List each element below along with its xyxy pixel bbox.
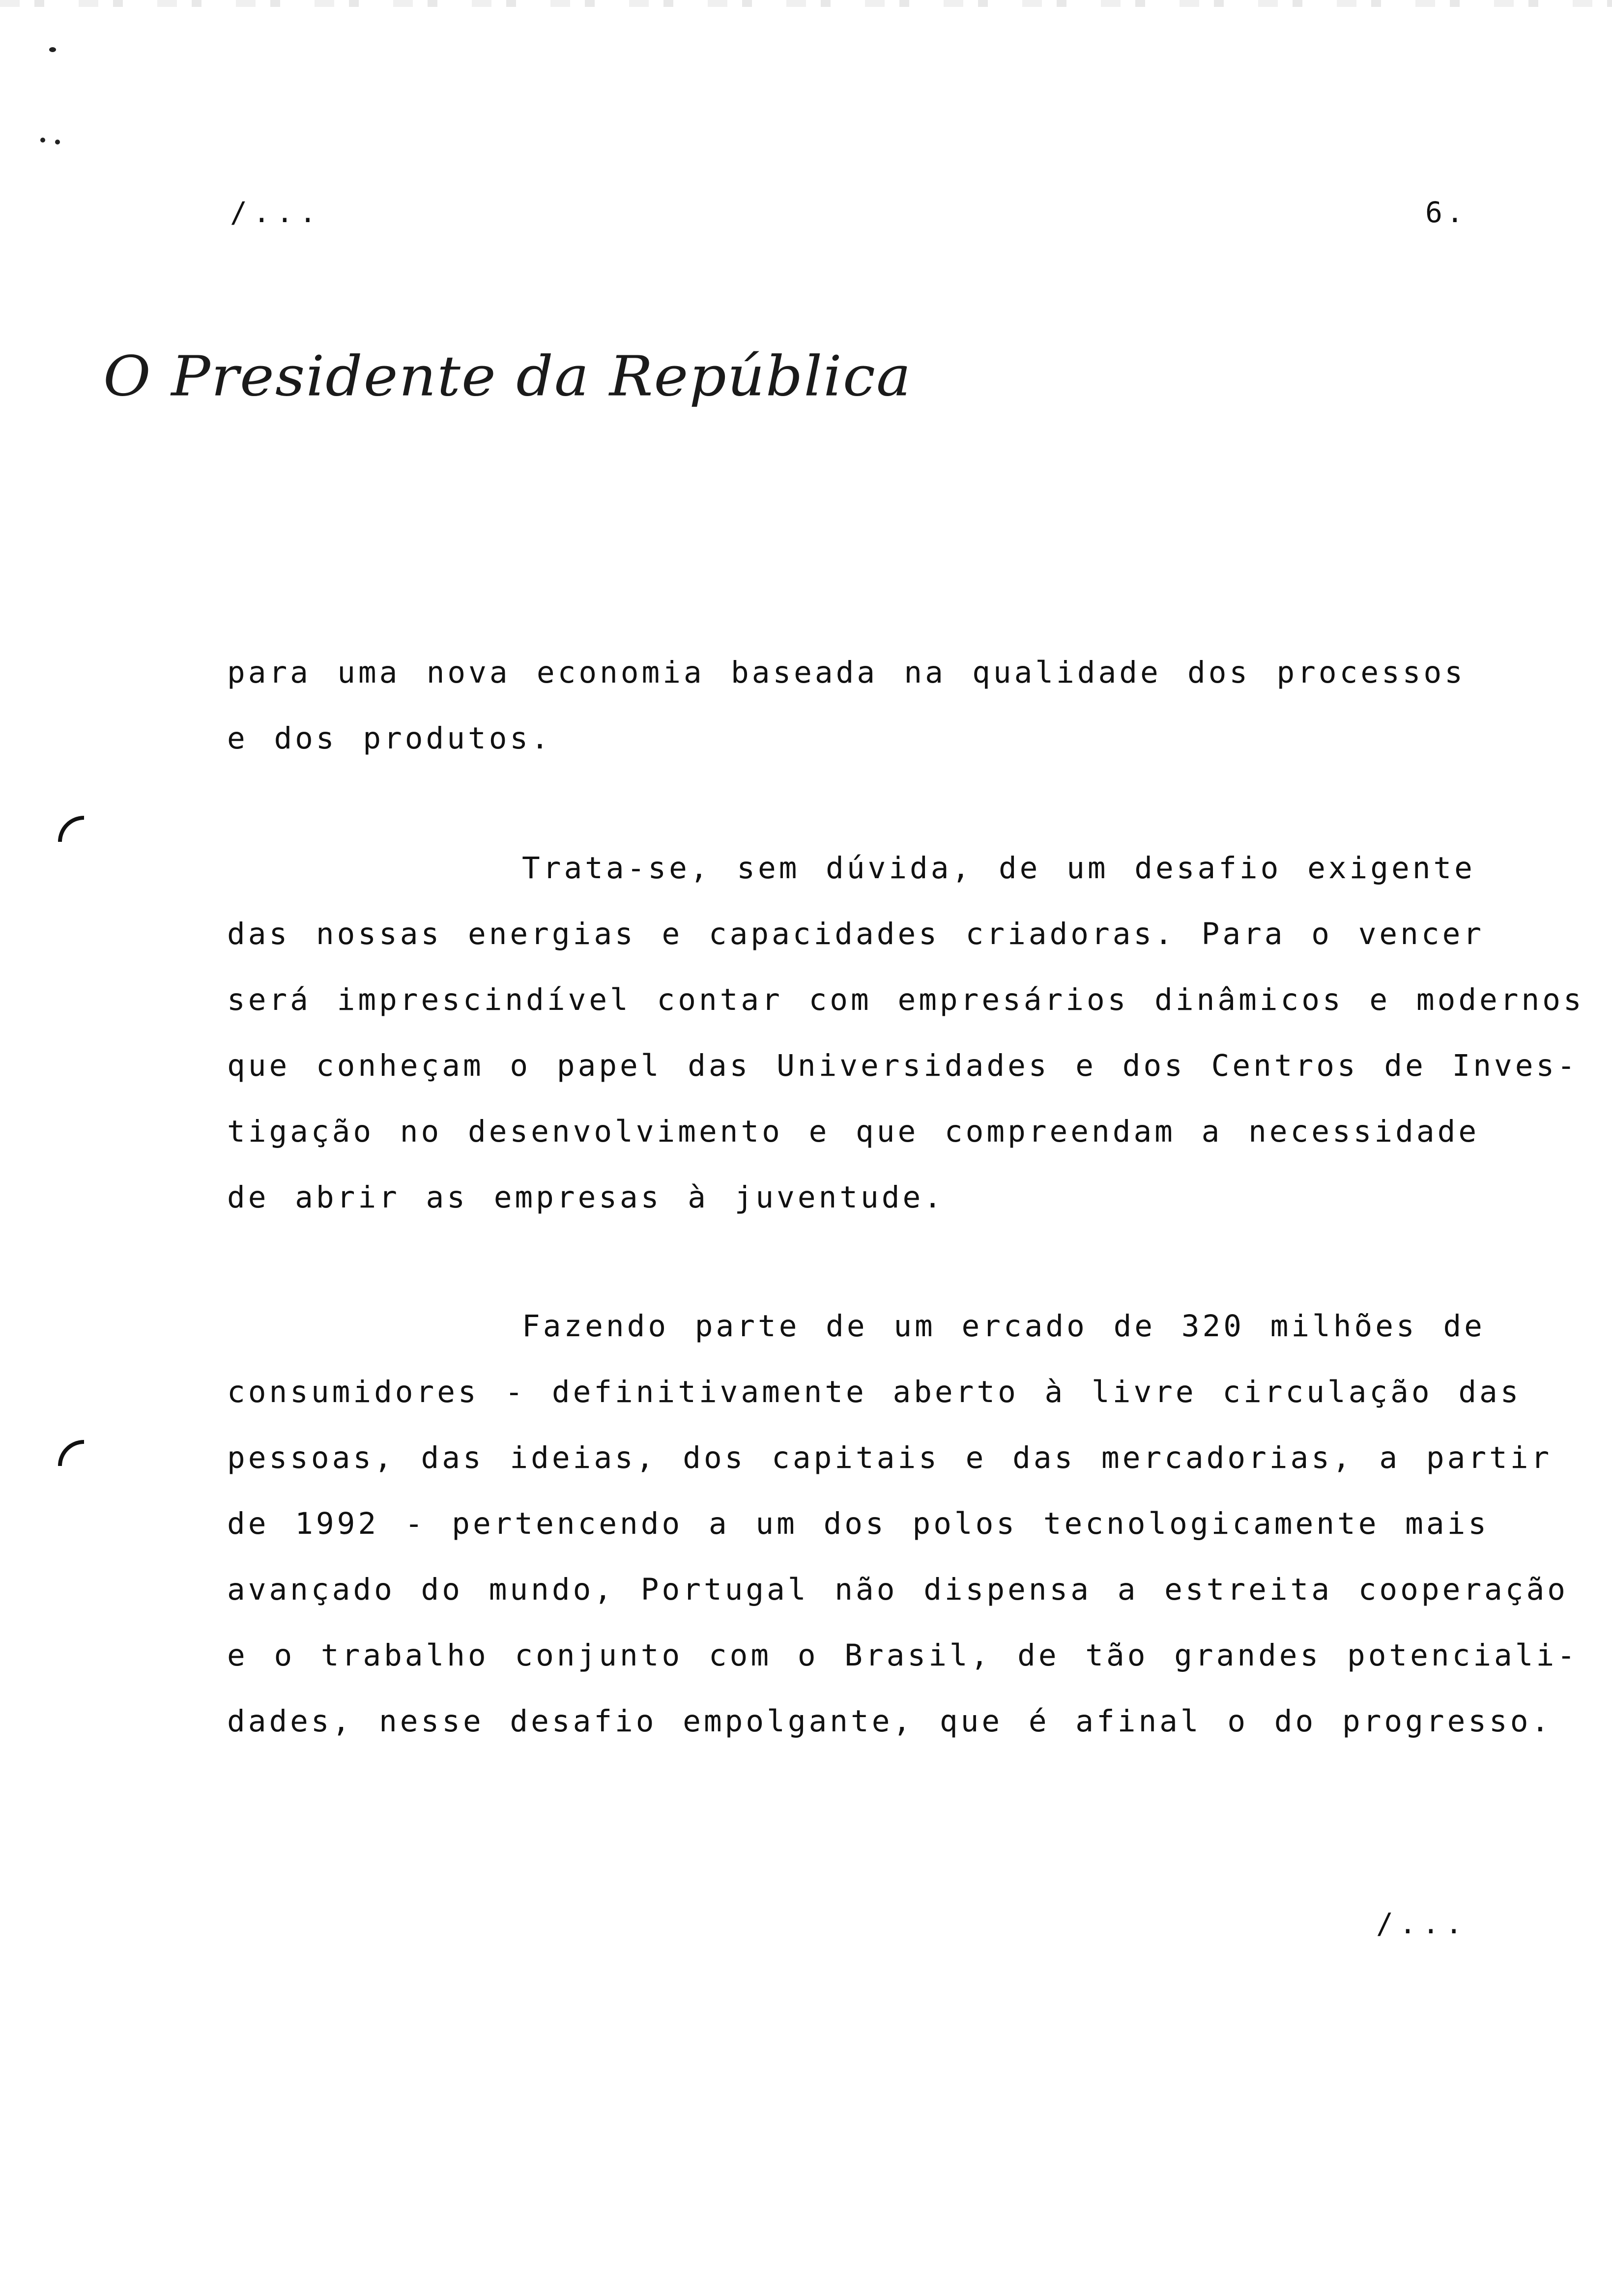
page-number: 6. [1425, 196, 1468, 229]
scan-speck [49, 47, 56, 52]
text-line: será imprescindível contar com empresários dinâmicos e modernos [227, 982, 1584, 1017]
scan-edge-noise [0, 0, 1612, 7]
text-line: das nossas energias e capacidades criadoras. Para o vencer [227, 917, 1485, 951]
scan-speck [40, 138, 45, 143]
footer-continuation-mark: /... [1376, 1907, 1468, 1940]
text-line: pessoas, das ideias, dos capitais e das mercadorias, a partir [227, 1440, 1553, 1475]
punch-hole-mark [47, 1429, 121, 1503]
text-line: avançado do mundo, Portugal não dispensa a estreita cooperação [227, 1572, 1568, 1607]
text-line: consumidores - definitivamente aberto à livre circulação das [227, 1375, 1522, 1409]
text-line: Fazendo parte de um ercado de 320 milhões de [522, 1309, 1485, 1344]
text-line: e o trabalho conjunto com o Brasil, de tão grandes potenciali- [227, 1638, 1578, 1673]
punch-hole-mark [47, 805, 121, 879]
paragraph-1 [227, 640, 1466, 772]
text-line: tigação no desenvolvimento e que compreendam a necessidade [227, 1114, 1480, 1149]
paragraph-2 [227, 835, 1584, 1231]
text-line: para uma nova economia baseada na qualidade dos processos [227, 655, 1466, 690]
text-line: e dos produtos. [227, 721, 552, 756]
text-line: que conheçam o papel das Universidades e dos Centros de Inves- [227, 1048, 1578, 1083]
header-continuation-mark: /... [230, 196, 322, 229]
text-line: dades, nesse desafio empolgante, que é afinal o do progresso. [227, 1704, 1553, 1739]
text-line: de abrir as empresas à juventude. [227, 1180, 945, 1215]
text-line: Trata-se, sem dúvida, de um desafio exigente [522, 851, 1475, 886]
letterhead-title: O Presidente da República [103, 344, 912, 409]
scan-speck [55, 140, 60, 144]
paragraph-3 [227, 1293, 1578, 1754]
text-line: de 1992 - pertencendo a um dos polos tecnologicamente mais [227, 1506, 1490, 1541]
